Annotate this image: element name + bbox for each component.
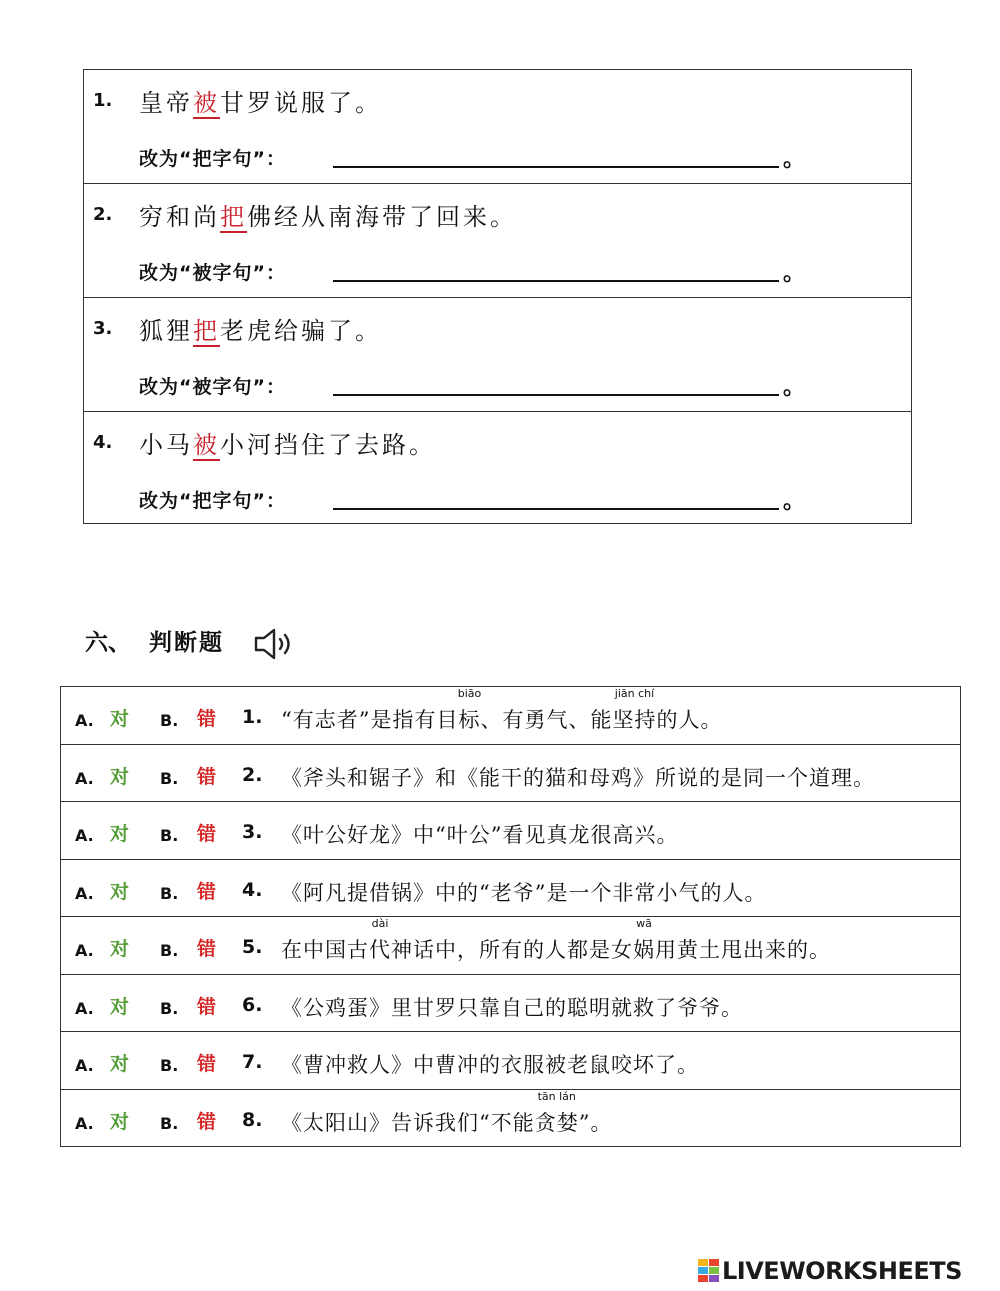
question-number: 3. [242,821,263,843]
question-number: 4. [242,878,263,901]
answer-input[interactable] [333,140,779,168]
option-wrong-button[interactable]: 错 [197,880,217,903]
option-b-label: B. [160,768,179,788]
pinyin: biāo [457,687,482,700]
rewrite-instruction: 改为“被字句”： [139,376,286,398]
option-b-label: B. [160,883,179,903]
option-correct-button[interactable]: 对 [110,823,130,845]
option-correct-button[interactable]: 对 [110,1053,130,1075]
option-a-label: A. [75,941,94,960]
period: 。 [783,146,806,172]
sentence: 小马被小河挡住了去路。 [139,431,436,459]
section-number: 六、 [85,630,131,656]
option-correct-button[interactable]: 对 [110,765,130,788]
question-number: 5. [242,936,263,958]
option-correct-button[interactable]: 对 [110,708,130,730]
option-a-label: A. [75,1056,94,1075]
question-number: 7. [242,1051,263,1073]
option-wrong-button[interactable]: 错 [197,1053,217,1075]
pinyin: dài [371,917,389,930]
option-correct-button[interactable]: 对 [110,938,130,960]
option-b-label: B. [160,941,179,960]
option-a-label: A. [75,711,94,730]
option-correct-button[interactable]: 对 [110,995,130,1018]
question-number: 3. [93,318,113,339]
option-a-label: A. [75,883,94,903]
section-title: 判断题 [149,630,224,656]
period: 。 [783,488,806,514]
rewrite-table [83,69,912,524]
pinyin-annotated-word: wā 娲 [633,917,655,962]
question-number: 1. [93,90,113,111]
answer-input[interactable] [333,482,779,510]
option-b-label: B. [160,826,179,845]
statement: 《斧头和锯子》和《能干的猫和母鸡》所说的是同一个道理。 [281,765,875,790]
option-wrong-button[interactable]: 错 [197,1110,217,1133]
rewrite-row-4 [84,412,911,525]
statement: 《曹冲救人》中曹冲的衣服被老鼠咬坏了。 [281,1053,699,1077]
pinyin-annotated-word: tān lán 贪婪 [534,1089,579,1135]
option-b-label: B. [160,1056,179,1075]
period: 。 [783,374,806,400]
rewrite-instruction: 改为“把字句”： [139,148,286,170]
statement: “有志者”是指有目 biāo 标、有勇气、能 jiān chí 坚持的人。 [281,687,723,732]
option-correct-button[interactable]: 对 [110,1110,130,1133]
pinyin: jiān chí [614,687,655,700]
speaker-icon[interactable] [254,627,298,661]
logo-text: LIVEWORKSHEETS [722,1257,962,1285]
highlight-word: 被 [193,89,220,117]
option-a-label: A. [75,1113,94,1133]
highlight-word: 把 [193,317,220,345]
liveworksheets-logo [698,1257,994,1285]
highlight-word: 被 [193,431,220,459]
judgment-row-8 [61,1090,960,1148]
statement: 《公鸡蛋》里甘罗只靠自己的聪明就救了爷爷。 [281,995,743,1020]
option-wrong-button[interactable]: 错 [197,938,217,960]
judgment-row-7 [61,1032,960,1090]
option-b-label: B. [160,1113,179,1133]
rewrite-row-2 [84,184,911,298]
statement: 在中国古 dài 代神话中，所有的人都是女 wā 娲用黄土甩出来的。 [281,917,831,962]
sentence: 穷和尚把佛经从南海带了回来。 [139,203,517,231]
pinyin-annotated-word: biāo 标 [457,687,482,732]
judgment-row-4 [61,860,960,918]
answer-input[interactable] [333,254,779,282]
answer-input[interactable] [333,368,779,396]
statement: 《太阳山》告诉我们“不能 tān lán 贪婪”。 [281,1089,613,1135]
option-a-label: A. [75,768,94,788]
option-wrong-button[interactable]: 错 [197,823,217,845]
question-number: 1. [242,706,263,728]
option-correct-button[interactable]: 对 [110,880,130,903]
rewrite-instruction: 改为“被字句”： [139,262,286,284]
option-wrong-button[interactable]: 错 [197,765,217,788]
section-heading [85,624,224,657]
judgment-row-3 [61,802,960,860]
judgment-row-5 [61,917,960,975]
option-wrong-button[interactable]: 错 [197,995,217,1018]
question-number: 4. [93,432,113,453]
pinyin: wā [636,917,652,930]
option-b-label: B. [160,998,179,1018]
option-a-label: A. [75,998,94,1018]
question-number: 8. [242,1108,263,1131]
highlight-word: 把 [220,203,247,231]
question-number: 2. [93,204,113,225]
option-a-label: A. [75,826,94,845]
judgment-row-1 [61,687,960,745]
logo-cubes-icon [698,1259,720,1283]
judgment-table [60,686,961,1147]
question-number: 2. [242,763,263,786]
pinyin: tān lán [537,1089,576,1103]
judgment-row-2 [61,745,960,803]
rewrite-row-1 [84,70,911,184]
sentence: 皇帝被甘罗说服了。 [139,89,382,117]
question-number: 6. [242,993,263,1016]
sentence: 狐狸把老虎给骗了。 [139,317,382,345]
option-wrong-button[interactable]: 错 [197,708,217,730]
pinyin-annotated-word: dài 代 [369,917,391,962]
statement: 《阿凡提借锅》中的“老爷”是一个非常小气的人。 [281,880,767,905]
judgment-row-6 [61,975,960,1033]
rewrite-row-3 [84,298,911,412]
pinyin-annotated-word: jiān chí 坚持 [612,687,657,732]
rewrite-instruction: 改为“把字句”： [139,490,286,512]
statement: 《叶公好龙》中“叶公”看见真龙很高兴。 [281,823,679,847]
period: 。 [783,260,806,286]
option-b-label: B. [160,711,179,730]
